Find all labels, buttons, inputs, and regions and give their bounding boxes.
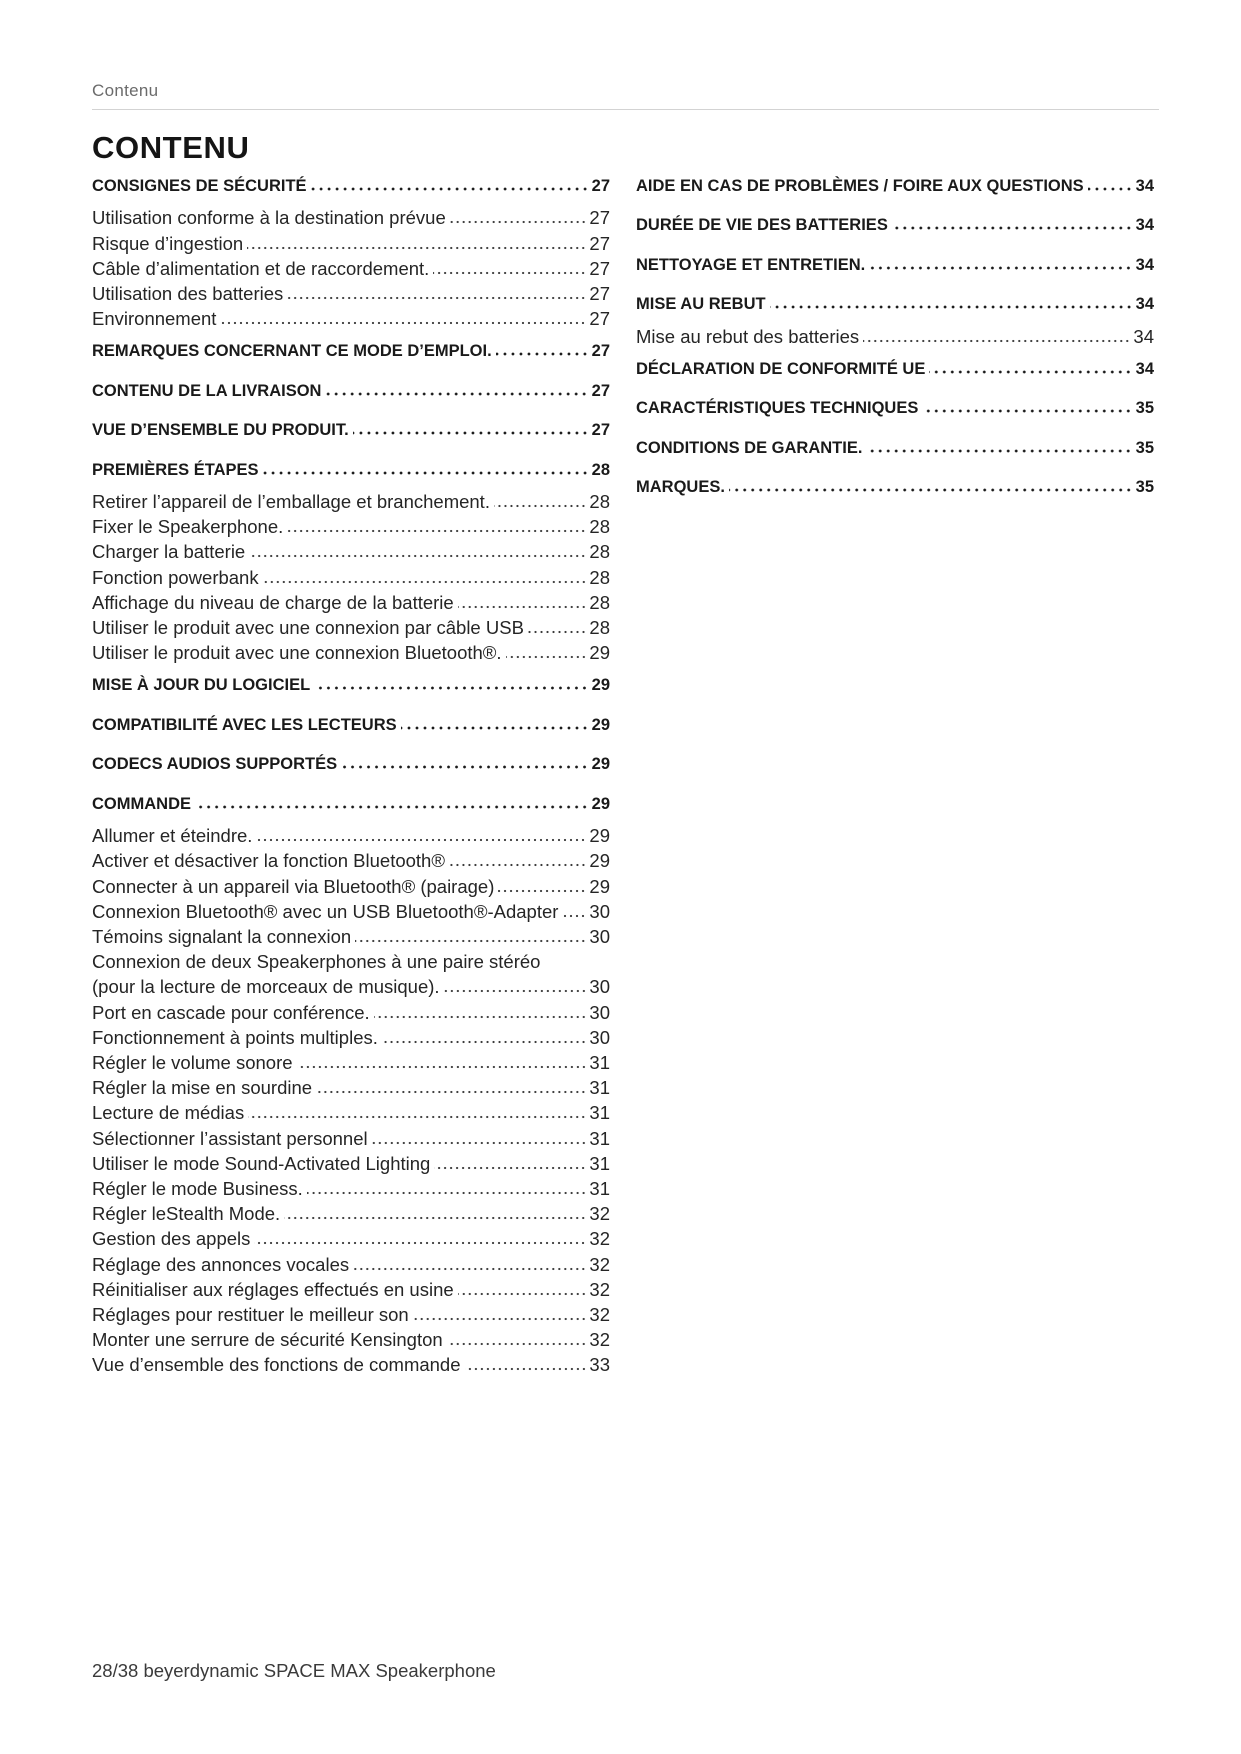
toc-subsection-entry-continued [92, 974, 610, 999]
toc-entry-page: 27 [589, 308, 610, 330]
leader-dots [458, 1292, 587, 1296]
toc-entry-title: Utilisation des batteries [92, 283, 284, 305]
toc-subsection-entry [92, 539, 610, 564]
toc-entry-title: Utiliser le produit avec une connexion Bluetooth®. [92, 642, 502, 664]
toc-subsection-entry [92, 1075, 610, 1100]
toc-entry-title: Vue d’ensemble des fonctions de commande [92, 1354, 461, 1376]
toc-entry-page: 31 [589, 1177, 610, 1199]
leader-dots [195, 805, 589, 809]
toc-entry-title: Allumer et éteindre. [92, 825, 253, 847]
leader-dots [506, 655, 587, 659]
toc-entry-title: CONTENU DE LA LIVRAISON [92, 381, 322, 400]
toc-subsection-entry [92, 874, 610, 899]
toc-entry-page: 31 [589, 1051, 610, 1073]
toc-entry-page: 35 [1135, 478, 1154, 497]
toc-subsection-entry [92, 823, 610, 848]
leader-dots [447, 1342, 587, 1346]
toc-entry-title: Régler le mode Business. [92, 1177, 303, 1199]
leader-dots [297, 1065, 587, 1069]
toc-entry-title: Fixer le Speakerphone. [92, 516, 284, 538]
toc-entry-title: Utiliser le produit avec une connexion par câble USB [92, 617, 524, 639]
toc-entry-title: Retirer l’appareil de l’emballage et branchement. [92, 491, 490, 513]
toc-entry-page: 34 [1135, 255, 1154, 274]
leader-dots [382, 1040, 587, 1044]
footer-page-indicator: 28/38 [92, 1660, 139, 1681]
toc-section-heading [636, 396, 1154, 421]
toc-entry-title: MISE À JOUR DU LOGICIEL [92, 676, 311, 695]
toc-subsection-entry [92, 1252, 610, 1277]
toc-section-heading [636, 213, 1154, 238]
toc-subsection-entry [92, 1352, 610, 1377]
toc-entry-page: 31 [589, 1152, 610, 1174]
toc-subsection-entry [92, 1151, 610, 1176]
toc-subsection-entry [92, 1025, 610, 1050]
leader-dots [458, 605, 587, 609]
toc-entry-page: 31 [589, 1127, 610, 1149]
toc-entry-page: 29 [589, 875, 610, 897]
toc-entry-title-continued: (pour la lecture de morceaux de musique). [92, 976, 440, 998]
toc-subsection-entry [92, 256, 610, 281]
toc-entry-page: 28 [589, 491, 610, 513]
toc-entry-title: NETTOYAGE ET ENTRETIEN. [636, 255, 866, 274]
toc-entry-title: Câble d’alimentation et de raccordement. [92, 257, 430, 279]
toc-entry-title: Mise au rebut des batteries [636, 325, 860, 347]
leader-dots [247, 246, 586, 250]
leader-dots [341, 765, 589, 769]
toc-subsection-entry [92, 565, 610, 590]
leader-dots [284, 1216, 586, 1220]
leader-dots [433, 271, 586, 275]
toc-entry-page: 32 [589, 1203, 610, 1225]
toc-subsection-entry [92, 640, 610, 665]
toc-entry-page: 29 [589, 850, 610, 872]
leader-dots [307, 1191, 587, 1195]
leader-dots [434, 1166, 586, 1170]
toc-entry-page: 27 [589, 207, 610, 229]
toc-entry-title: COMMANDE [92, 794, 191, 813]
toc-entry-title: Port en cascade pour conférence. [92, 1001, 370, 1023]
toc-subsection-entry [92, 848, 610, 873]
leader-dots [401, 726, 589, 730]
toc-entry-title: Risque d’ingestion [92, 232, 244, 254]
toc-section-heading [92, 752, 610, 777]
toc-subsection-entry [92, 1050, 610, 1075]
leader-dots [256, 838, 586, 842]
toc-entry-page: 32 [589, 1329, 610, 1351]
toc-entry-title: Utilisation conforme à la destination prévue [92, 207, 446, 229]
toc-section-heading [92, 418, 610, 443]
toc-entry-title: Connexion de deux Speakerphones à une paire stéréo [92, 951, 541, 973]
leader-dots [866, 449, 1132, 453]
toc-entry-page: 27 [589, 257, 610, 279]
leader-dots [311, 187, 589, 191]
page-footer [92, 1658, 496, 1684]
toc-section-heading [636, 475, 1154, 500]
leader-dots [353, 1267, 586, 1271]
toc-subsection-entry [636, 324, 1154, 349]
toc-subsection-entry [92, 1302, 610, 1327]
toc-entry-title: Réglage des annonces vocales [92, 1253, 350, 1275]
footer-document-title: beyerdynamic SPACE MAX Speakerphone [143, 1660, 496, 1681]
toc-entry-title: MISE AU REBUT [636, 295, 766, 314]
header-divider [92, 109, 1159, 110]
toc-subsection-entry [92, 949, 610, 974]
toc-subsection-entry [92, 306, 610, 331]
toc-entry-page: 28 [589, 566, 610, 588]
toc-entry-title: COMPATIBILITÉ AVEC LES LECTEURS [92, 715, 397, 734]
toc-entry-title: CONDITIONS DE GARANTIE. [636, 438, 863, 457]
toc-entry-title: Réglages pour restituer le meilleur son [92, 1303, 409, 1325]
toc-entry-page: 29 [591, 676, 610, 695]
page-title: CONTENU [92, 130, 250, 165]
leader-dots [528, 630, 587, 634]
leader-dots [325, 392, 588, 396]
toc-subsection-entry [92, 1226, 610, 1251]
toc-entry-page: 32 [589, 1253, 610, 1275]
toc-section-heading [92, 792, 610, 817]
toc-right-column [636, 166, 1154, 506]
toc-section-heading [636, 253, 1154, 278]
toc-subsection-entry [92, 489, 610, 514]
leader-dots [316, 1090, 586, 1094]
leader-dots [254, 1241, 586, 1245]
toc-entry-page: 29 [591, 755, 610, 774]
leader-dots [287, 296, 586, 300]
toc-entry-title: Sélectionner l’assistant personnel [92, 1127, 368, 1149]
toc-entry-title: Témoins signalant la connexion [92, 925, 352, 947]
toc-entry-title: Régler la mise en sourdine [92, 1077, 313, 1099]
leader-dots [929, 370, 1132, 374]
leader-dots [413, 1317, 587, 1321]
toc-entry-page: 29 [591, 715, 610, 734]
toc-subsection-entry [92, 899, 610, 924]
toc-entry-title: Charger la batterie [92, 541, 246, 563]
leader-dots [729, 488, 1133, 492]
toc-subsection-entry [92, 615, 610, 640]
toc-entry-title: CONSIGNES DE SÉCURITÉ [92, 177, 307, 195]
toc-subsection-entry [92, 590, 610, 615]
toc-entry-page: 28 [591, 460, 610, 479]
leader-dots [892, 226, 1133, 230]
toc-entry-title: Régler leStealth Mode. [92, 1203, 281, 1225]
toc-entry-page: 34 [1133, 325, 1154, 347]
toc-section-heading [92, 673, 610, 698]
toc-entry-title: CARACTÉRISTIQUES TECHNIQUES [636, 399, 919, 418]
toc-entry-title: Fonctionnement à points multiples. [92, 1026, 378, 1048]
toc-entry-page: 30 [589, 900, 610, 922]
toc-subsection-entry [92, 205, 610, 230]
toc-entry-title: Utiliser le mode Sound-Activated Lighting [92, 1152, 431, 1174]
toc-entry-page: 29 [591, 794, 610, 813]
toc-entry-page: 31 [589, 1077, 610, 1099]
leader-dots [372, 1141, 587, 1145]
toc-entry-page: 33 [589, 1354, 610, 1376]
toc-subsection-entry [92, 1100, 610, 1125]
toc-entry-page: 27 [591, 381, 610, 400]
toc-entry-title: Régler le volume sonore [92, 1051, 293, 1073]
toc-entry-page: 29 [589, 642, 610, 664]
toc-entry-title: Activer et désactiver la fonction Bluetooth® [92, 850, 445, 872]
leader-dots [562, 914, 586, 918]
toc-entry-title: MARQUES. [636, 478, 725, 497]
toc-entry-page: 35 [1135, 399, 1154, 418]
toc-entry-page: 28 [589, 516, 610, 538]
leader-dots [249, 554, 586, 558]
toc-entry-page: 32 [589, 1228, 610, 1250]
toc-entry-page: 30 [589, 976, 610, 998]
leader-dots [1088, 187, 1133, 191]
toc-entry-title: Connecter à un appareil via Bluetooth® (pairage) [92, 875, 495, 897]
toc-entry-title: Environnement [92, 308, 217, 330]
toc-entry-title: REMARQUES CONCERNANT CE MODE D’EMPLOI. [92, 342, 492, 361]
leader-dots [248, 1115, 586, 1119]
toc-entry-title: Gestion des appels [92, 1228, 251, 1250]
leader-dots [444, 989, 587, 993]
toc-section-heading [92, 379, 610, 404]
toc-entry-page: 34 [1135, 359, 1154, 378]
toc-entry-title: VUE D’ENSEMBLE DU PRODUIT. [92, 421, 349, 440]
toc-entry-page: 27 [591, 177, 610, 195]
toc-subsection-entry [92, 1000, 610, 1025]
leader-dots [374, 1015, 587, 1019]
leader-dots [287, 529, 586, 533]
leader-dots [922, 409, 1132, 413]
toc-section-heading [92, 458, 610, 483]
running-header: Contenu [92, 81, 159, 100]
toc-entry-title: DURÉE DE VIE DES BATTERIES [636, 216, 888, 235]
toc-entry-title: PREMIÈRES ÉTAPES [92, 460, 259, 479]
toc-section-heading [92, 339, 610, 364]
toc-section-heading [636, 357, 1154, 382]
leader-dots [263, 580, 587, 584]
toc-entry-page: 31 [589, 1102, 610, 1124]
toc-entry-page: 27 [589, 232, 610, 254]
leader-dots [494, 504, 586, 508]
toc-subsection-entry [92, 1201, 610, 1226]
leader-dots [863, 339, 1130, 343]
toc-entry-title: DÉCLARATION DE CONFORMITÉ UE [636, 359, 926, 378]
leader-dots [353, 431, 589, 435]
toc-section-heading [92, 713, 610, 738]
toc-entry-title: Lecture de médias [92, 1102, 245, 1124]
toc-entry-page: 27 [591, 421, 610, 440]
leader-dots [770, 305, 1133, 309]
toc-subsection-entry [92, 1126, 610, 1151]
toc-entry-page: 34 [1135, 216, 1154, 235]
leader-dots [498, 889, 586, 893]
toc-subsection-entry [92, 1277, 610, 1302]
toc-entry-title: Fonction powerbank [92, 566, 259, 588]
toc-subsection-entry [92, 924, 610, 949]
toc-entry-page: 34 [1135, 295, 1154, 314]
toc-entry-title: Affichage du niveau de charge de la batterie [92, 591, 454, 613]
toc-subsection-entry [92, 1176, 610, 1201]
toc-entry-title: AIDE EN CAS DE PROBLÈMES / FOIRE AUX QUESTIONS [636, 177, 1084, 195]
toc-entry-page: 32 [589, 1303, 610, 1325]
toc-section-heading [636, 292, 1154, 317]
toc-entry-page: 30 [589, 925, 610, 947]
leader-dots [869, 266, 1132, 270]
toc-entry-page: 32 [589, 1278, 610, 1300]
leader-dots [314, 686, 588, 690]
leader-dots [263, 471, 589, 475]
toc-entry-page: 29 [589, 825, 610, 847]
leader-dots [465, 1367, 587, 1371]
toc-subsection-entry [92, 514, 610, 539]
toc-entry-title: Connexion Bluetooth® avec un USB Bluetooth®-Adapter [92, 900, 559, 922]
toc-subsection-entry [92, 231, 610, 256]
leader-dots [496, 352, 589, 356]
toc-entry-page: 28 [589, 617, 610, 639]
toc-subsection-entry [92, 281, 610, 306]
toc-section-heading [636, 436, 1154, 461]
toc-entry-page: 27 [591, 342, 610, 361]
toc-subsection-entry [92, 1327, 610, 1352]
toc-entry-page: 27 [589, 283, 610, 305]
toc-left-column [92, 166, 610, 1378]
toc-section-heading [636, 174, 1154, 199]
toc-entry-page: 35 [1135, 438, 1154, 457]
toc-entry-title: Monter une serrure de sécurité Kensington [92, 1329, 443, 1351]
toc-entry-page: 30 [589, 1001, 610, 1023]
leader-dots [450, 220, 587, 224]
leader-dots [355, 939, 586, 943]
toc-section-heading [92, 174, 610, 199]
toc-entry-page: 28 [589, 541, 610, 563]
toc-entry-title: CODECS AUDIOS SUPPORTÉS [92, 755, 338, 774]
toc-entry-title: Réinitialiser aux réglages effectués en usine [92, 1278, 454, 1300]
toc-entry-page: 34 [1135, 177, 1154, 195]
leader-dots [220, 321, 586, 325]
toc-entry-page: 28 [589, 591, 610, 613]
toc-entry-page: 30 [589, 1026, 610, 1048]
leader-dots [449, 863, 586, 867]
